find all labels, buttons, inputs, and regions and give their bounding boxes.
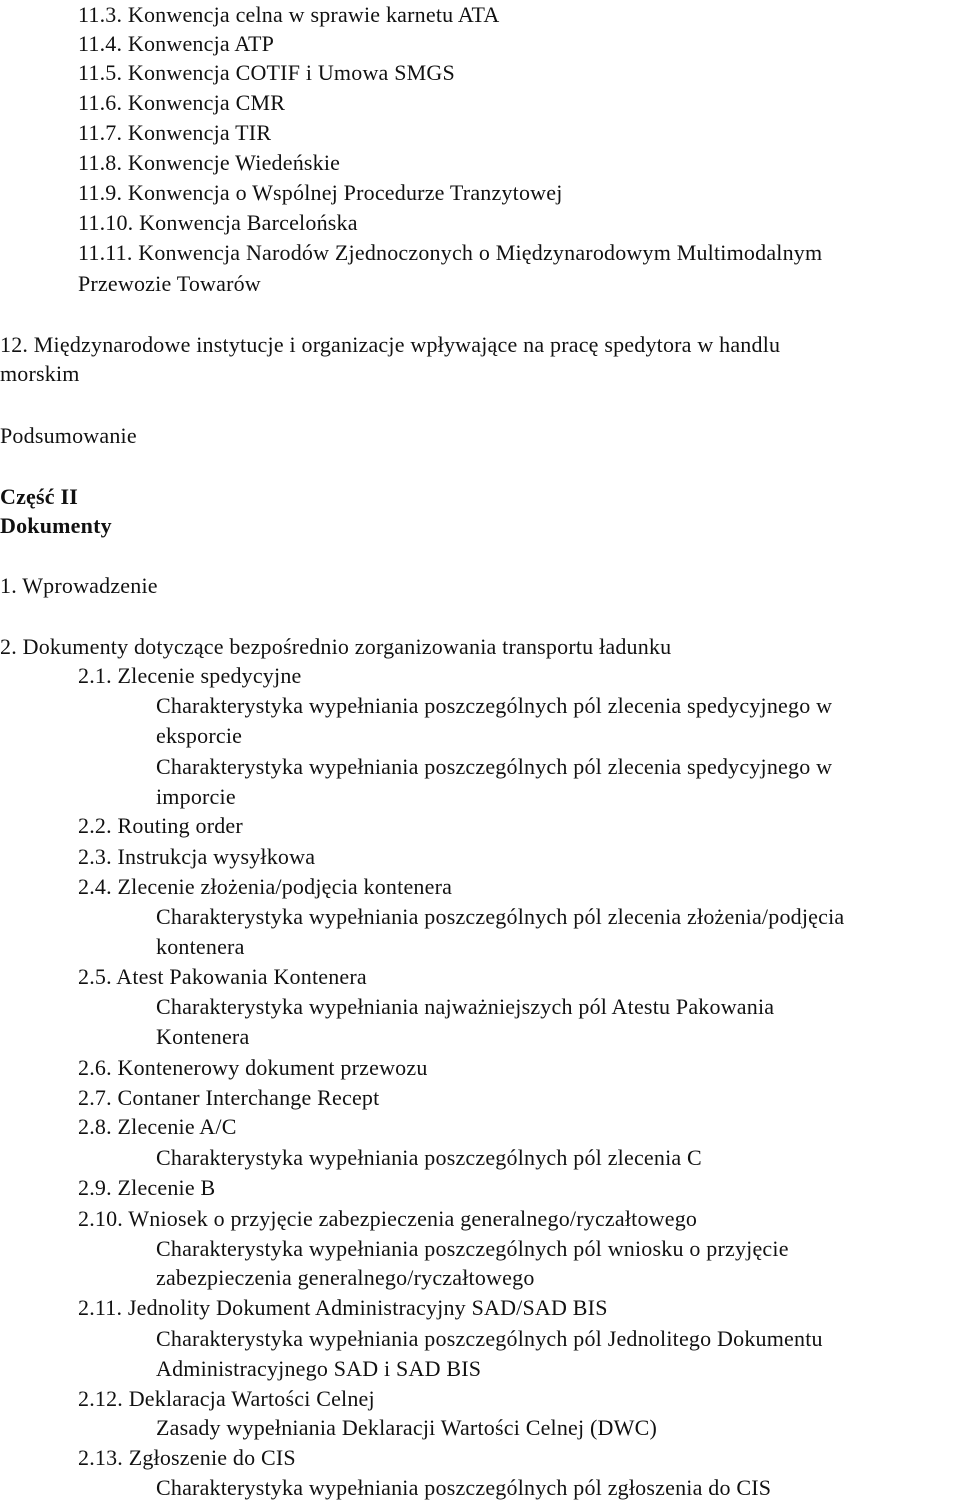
toc-entry-11-4: 11.4. Konwencja ATP [78, 31, 275, 56]
toc-entry-2-10: 2.10. Wniosek o przyjęcie zabezpieczenia generalnego/ryczałtowego [78, 1206, 698, 1231]
toc-subentry: Charakterystyka wypełniania poszczególnych pól Jednolitego Dokumentu [156, 1326, 823, 1351]
toc-entry-2-5: 2.5. Atest Pakowania Kontenera [78, 964, 367, 989]
toc-subentry: Charakterystyka wypełniania poszczególnych pól zlecenia złożenia/podjęcia [156, 904, 845, 929]
toc-subentry: Charakterystyka wypełniania poszczególnych pól zlecenia spedycyjnego w [156, 754, 833, 779]
toc-entry-2-1: 2.1. Zlecenie spedycyjne [78, 663, 302, 688]
toc-entry-11-7: 11.7. Konwencja TIR [78, 120, 272, 145]
toc-entry-2-12: 2.12. Deklaracja Wartości Celnej [78, 1386, 375, 1411]
toc-entry-2-2: 2.2. Routing order [78, 813, 243, 838]
toc-subentry: Charakterystyka wypełniania poszczególnych pól zgłoszenia do CIS [156, 1475, 772, 1500]
toc-entry-11-5: 11.5. Konwencja COTIF i Umowa SMGS [78, 60, 455, 85]
section-2-heading: 2. Dokumenty dotyczące bezpośrednio zorganizowania transportu ładunku [0, 634, 672, 659]
toc-subentry: Administracyjnego SAD i SAD BIS [156, 1356, 482, 1381]
section-12-heading-cont: morskim [0, 361, 80, 386]
section-12-heading: 12. Międzynarodowe instytucje i organizacje wpływające na pracę spedytora w handlu [0, 332, 781, 357]
toc-entry-11-9: 11.9. Konwencja o Wspólnej Procedurze Tranzytowej [78, 180, 563, 205]
toc-entry-2-13: 2.13. Zgłoszenie do CIS [78, 1445, 296, 1470]
toc-entry-2-3: 2.3. Instrukcja wysyłkowa [78, 844, 316, 869]
toc-subentry: eksporcie [156, 723, 243, 748]
toc-entry-2-6: 2.6. Kontenerowy dokument przewozu [78, 1055, 428, 1080]
toc-entry-2-9: 2.9. Zlecenie B [78, 1175, 216, 1200]
toc-subentry: zabezpieczenia generalnego/ryczałtowego [156, 1265, 535, 1290]
toc-entry-11-3: 11.3. Konwencja celna w sprawie karnetu ATA [78, 2, 500, 27]
toc-subentry: Charakterystyka wypełniania poszczególnych pól zlecenia spedycyjnego w [156, 693, 833, 718]
toc-entry-11-8: 11.8. Konwencje Wiedeńskie [78, 150, 341, 175]
toc-entry-11-11: 11.11. Konwencja Narodów Zjednoczonych o Międzynarodowym Multimodalnym [78, 240, 823, 265]
toc-entry-11-10: 11.10. Konwencja Barcelońska [78, 210, 358, 235]
toc-subentry: Charakterystyka wypełniania poszczególnych pól zlecenia C [156, 1145, 702, 1170]
part-subtitle: Dokumenty [0, 513, 112, 538]
toc-entry-2-7: 2.7. Contaner Interchange Recept [78, 1085, 380, 1110]
toc-subentry: kontenera [156, 934, 245, 959]
toc-subentry: Zasady wypełniania Deklaracji Wartości Celnej (DWC) [156, 1415, 658, 1440]
intro-heading: 1. Wprowadzenie [0, 573, 158, 598]
summary-heading: Podsumowanie [0, 423, 137, 448]
toc-entry-11-6: 11.6. Konwencja CMR [78, 90, 286, 115]
toc-entry-11-11-cont: Przewozie Towarów [78, 271, 261, 296]
part-title: Część II [0, 484, 78, 509]
toc-entry-2-11: 2.11. Jednolity Dokument Administracyjny SAD/SAD BIS [78, 1295, 608, 1320]
toc-subentry: Charakterystyka wypełniania najważniejszych pól Atestu Pakowania [156, 994, 775, 1019]
toc-subentry: Charakterystyka wypełniania poszczególnych pól wniosku o przyjęcie [156, 1236, 789, 1261]
toc-entry-2-8: 2.8. Zlecenie A/C [78, 1114, 237, 1139]
toc-subentry: Kontenera [156, 1024, 250, 1049]
toc-subentry: imporcie [156, 784, 236, 809]
toc-entry-2-4: 2.4. Zlecenie złożenia/podjęcia kontenera [78, 874, 453, 899]
